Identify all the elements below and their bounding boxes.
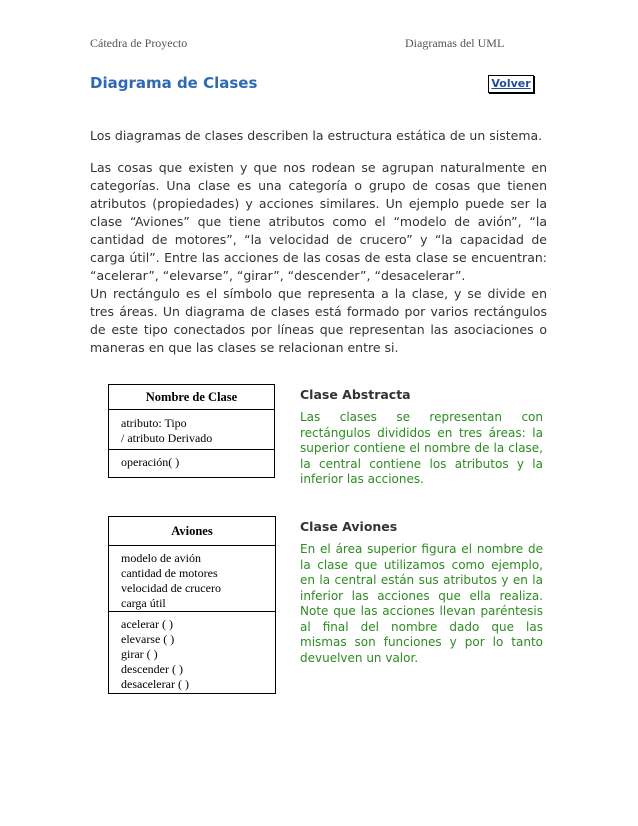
uml-class-name: Nombre de Clase (109, 385, 274, 410)
uml-attributes-section (109, 546, 275, 612)
uml-attribute: velocidad de crucero (121, 581, 221, 595)
intro-paragraph: Los diagramas de clases describen la estructura estática de un sistema. (90, 128, 543, 143)
uml-attribute: carga útil (121, 596, 166, 610)
aviones-class-heading: Clase Aviones (300, 519, 398, 534)
rectangle-paragraph: Un rectángulo es el símbolo que representa a la clase, y se divide en tres áreas. Un diagrama de clases está formado por varios rectángulos de este tipo conectados por líneas que representan las asociaciones o maneras en que las clases se relacionan entre si. (90, 286, 547, 355)
aviones-class-text: En el área superior figura el nombre de la clase que utilizamos como ejemplo, en la central están sus atributos y en la inferior las acciones que ella realiza. Note que las acciones llevan paréntesis al final del nombre dado que las mismas son funciones y por lo tanto devuelven un valor. (300, 542, 543, 665)
volver-button[interactable]: Volver (488, 75, 534, 93)
uml-attributes-section (109, 410, 274, 450)
uml-operation: descender ( ) (121, 662, 183, 676)
page-title: Diagrama de Clases (90, 74, 258, 92)
abstract-class-description (300, 387, 543, 488)
uml-class-box-aviones (108, 516, 276, 694)
classes-paragraph: Las cosas que existen y que nos rodean se agrupan naturalmente en categorías. Una clase es una categoría o grupo de cosas que tienen atributos (propiedades) y acciones similares. Un ejemplo puede ser la clase “Aviones” que tiene atributos como el “modelo de avión”, “la cantidad de motores”, “la velocidad de crucero” y “la capacidad de carga útil”. Entre las acciones de las cosas de esta clase se encuentran: “acelerar”, “elevarse”, “girar”, “descender”, “desacelerar”. (90, 160, 547, 283)
header-course: Cátedra de Proyecto (90, 36, 188, 50)
uml-attribute: cantidad de motores (121, 566, 218, 580)
uml-attribute: / atributo Derivado (121, 431, 213, 445)
uml-operation: elevarse ( ) (121, 632, 175, 646)
aviones-class-description (300, 519, 543, 666)
abstract-class-heading: Clase Abstracta (300, 387, 411, 402)
uml-operation: acelerar ( ) (121, 617, 173, 631)
uml-operation: desacelerar ( ) (121, 677, 189, 691)
uml-operation: girar ( ) (121, 647, 158, 661)
abstract-class-text: Las clases se representan con rectángulos divididos en tres áreas: la superior contiene el nombre de la clase, la central contiene los atributos y la inferior las acciones. (300, 410, 543, 486)
uml-attribute: modelo de avión (121, 551, 201, 565)
header-section: Diagramas del UML (405, 36, 505, 50)
uml-class-box-generic (108, 384, 275, 478)
uml-operations-section (109, 450, 274, 476)
uml-class-name: Aviones (109, 517, 275, 546)
uml-operation: operación( ) (121, 455, 180, 469)
uml-operations-section (109, 612, 275, 692)
uml-attribute: atributo: Tipo (121, 416, 187, 430)
